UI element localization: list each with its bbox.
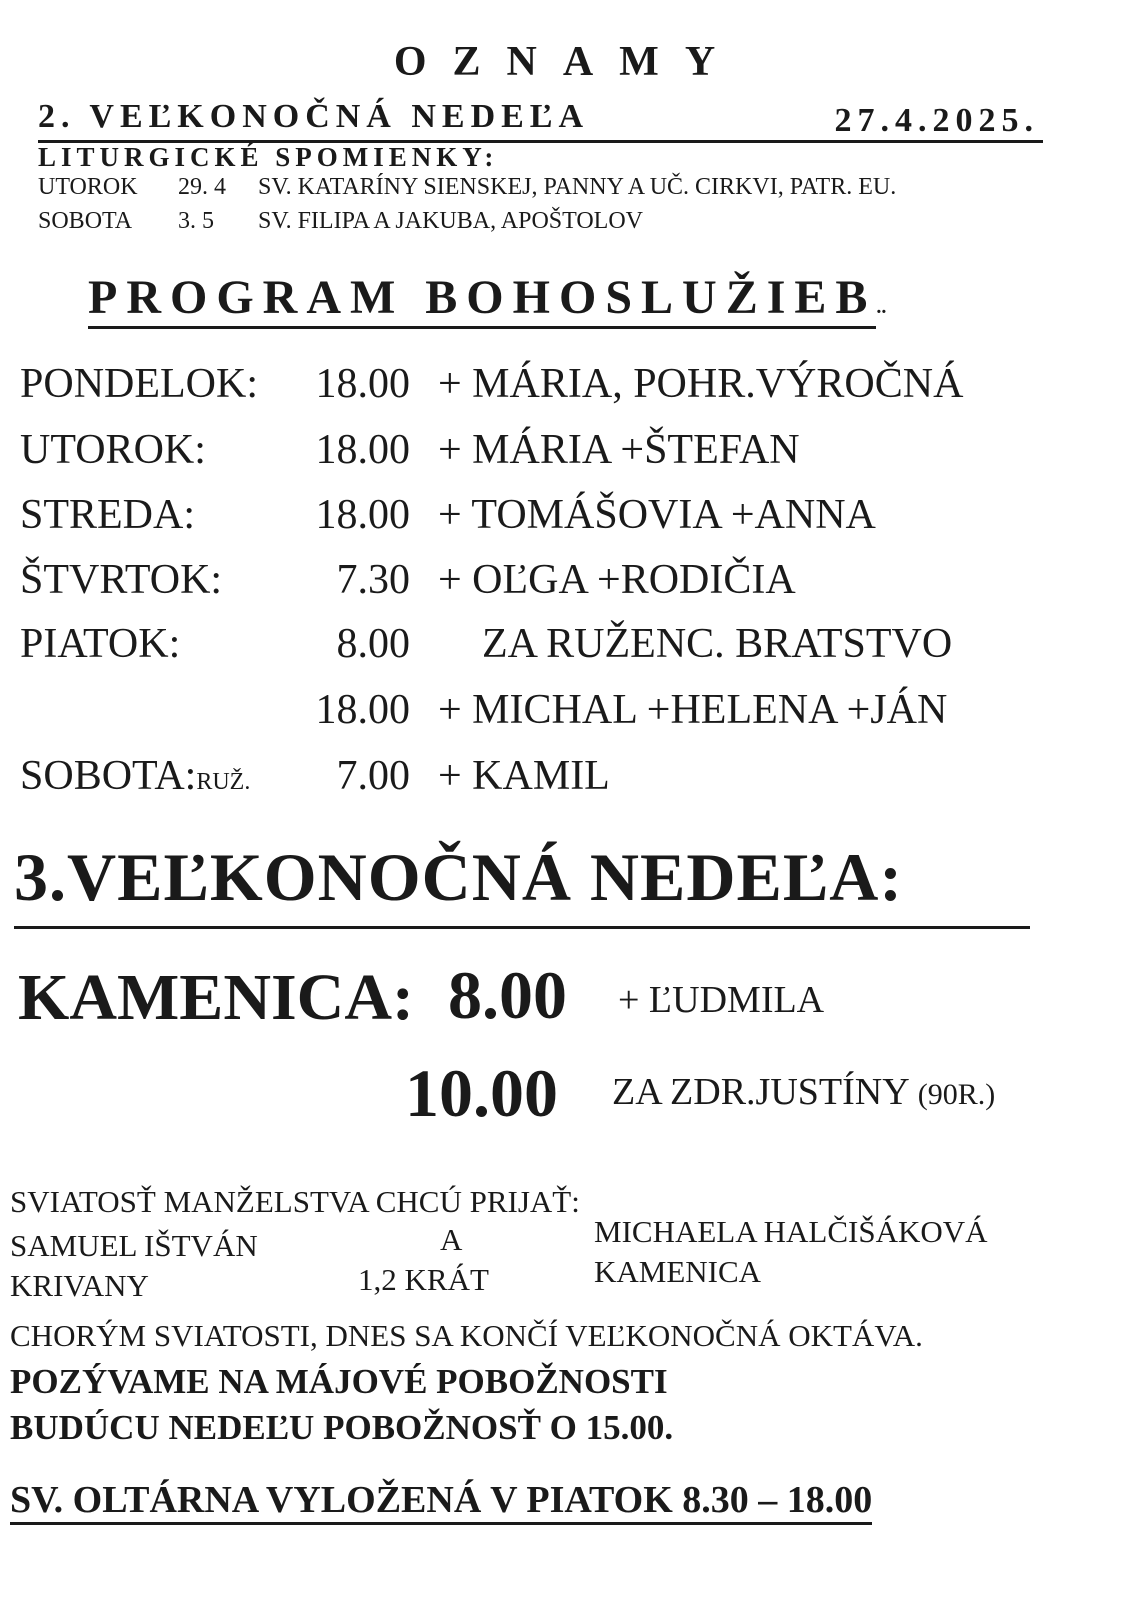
mass-time: 10.00 (405, 1055, 558, 1131)
schedule-intention: + TOMÁŠOVIA +ANNA (438, 492, 876, 538)
groom-place: KRIVANY (10, 1268, 149, 1303)
memorial-row (38, 208, 643, 235)
schedule-intention: + OĽGA +RODIČIA (438, 557, 796, 603)
schedule-row (20, 556, 1020, 614)
schedule-row (20, 752, 1020, 810)
schedule-day: UTOROK: (20, 427, 206, 473)
bride-place: KAMENICA (594, 1254, 762, 1289)
schedule-time: 7.30 (336, 557, 410, 603)
sunday-header (38, 98, 1043, 143)
memorial-text: SV. FILIPA A JAKUBA, APOŠTOLOV (258, 208, 644, 234)
schedule-row (20, 491, 1020, 549)
schedule-day: ŠTVRTOK: (20, 557, 223, 603)
page-title: OZNAMY (393, 39, 742, 85)
schedule-day: STREDA: (20, 492, 196, 538)
notice-text: BUDÚCU NEDEĽU POBOŽNOSŤ O 15.00. (10, 1408, 674, 1447)
third-sunday-underline (14, 926, 1030, 929)
program-heading (88, 270, 886, 325)
footer-text: SV. OLTÁRNA VYLOŽENÁ V PIATOK 8.30 – 18.00 (10, 1479, 872, 1525)
marriage-heading: SVIATOSŤ MANŽELSTVA CHCÚ PRIJAŤ: (10, 1184, 580, 1219)
schedule-day-note: RUŽ. (196, 769, 251, 795)
third-sunday-heading: 3.VEĽKONOČNÁ NEDEĽA: (14, 839, 903, 915)
schedule-day-label: SOBOTA: (20, 753, 197, 799)
schedule-intention: ZA RUŽENC. BRATSTVO (482, 621, 953, 667)
mass-intention: + ĽUDMILA (618, 979, 825, 1021)
notice-text: POZÝVAME NA MÁJOVÉ POBOŽNOSTI (10, 1362, 668, 1401)
mass-time: 8.00 (448, 957, 567, 1033)
schedule-day: PONDELOK: (20, 361, 258, 407)
memorial-day: UTOROK (38, 174, 138, 200)
marriage-connector: A (440, 1222, 463, 1257)
sunday-name: 2. VEĽKONOČNÁ NEDEĽA (38, 98, 590, 135)
memorial-day: SOBOTA (38, 208, 133, 234)
memorial-date: 29. 4 (178, 174, 226, 200)
footer-notice (10, 1478, 872, 1522)
groom-name: SAMUEL IŠTVÁN (10, 1228, 258, 1263)
memorial-text: SV. KATARÍNY SIENSKEJ, PANNY A UČ. CIRKVI, PATR. EU. (258, 174, 897, 200)
church-place: KAMENICA: (18, 961, 414, 1034)
banns-count: 1,2 KRÁT (358, 1262, 489, 1297)
schedule-row (20, 426, 1020, 484)
schedule-intention: + MÁRIA, POHR.VÝROČNÁ (438, 361, 964, 407)
memorial-row (38, 174, 896, 201)
schedule-intention: + MÁRIA +ŠTEFAN (438, 427, 800, 473)
mass-intention-text: ZA ZDR.JUSTÍNY (612, 1071, 909, 1113)
mass-intention-note: (90R.) (917, 1078, 996, 1111)
notice-text: CHORÝM SVIATOSTI, DNES SA KONČÍ VEĽKONOČNÁ OKTÁVA. (10, 1318, 923, 1353)
program-heading-text: PROGRAM BOHOSLUŽIEB (88, 271, 876, 329)
schedule-time: 18.00 (315, 361, 410, 407)
schedule-day: PIATOK: (20, 621, 181, 667)
schedule-intention: + KAMIL (438, 753, 610, 799)
schedule-time: 18.00 (315, 492, 410, 538)
schedule-time: 18.00 (315, 687, 410, 733)
schedule-time: 7.00 (336, 753, 410, 799)
program-heading-suffix: .. (876, 296, 887, 318)
schedule-time: 18.00 (315, 427, 410, 473)
memorial-date: 3. 5 (178, 208, 214, 234)
schedule-row (20, 360, 1020, 418)
bride-name: MICHAELA HALČIŠÁKOVÁ (594, 1214, 988, 1249)
mass-intention (612, 1070, 995, 1114)
schedule-row (20, 686, 1020, 744)
sunday-date: 27.4.2025. (834, 102, 1039, 139)
schedule-row (20, 620, 1020, 678)
memorials-heading: LITURGICKÉ SPOMIENKY: (38, 142, 499, 172)
schedule-intention: + MICHAL +HELENA +JÁN (438, 687, 948, 733)
schedule-time: 8.00 (336, 621, 410, 667)
